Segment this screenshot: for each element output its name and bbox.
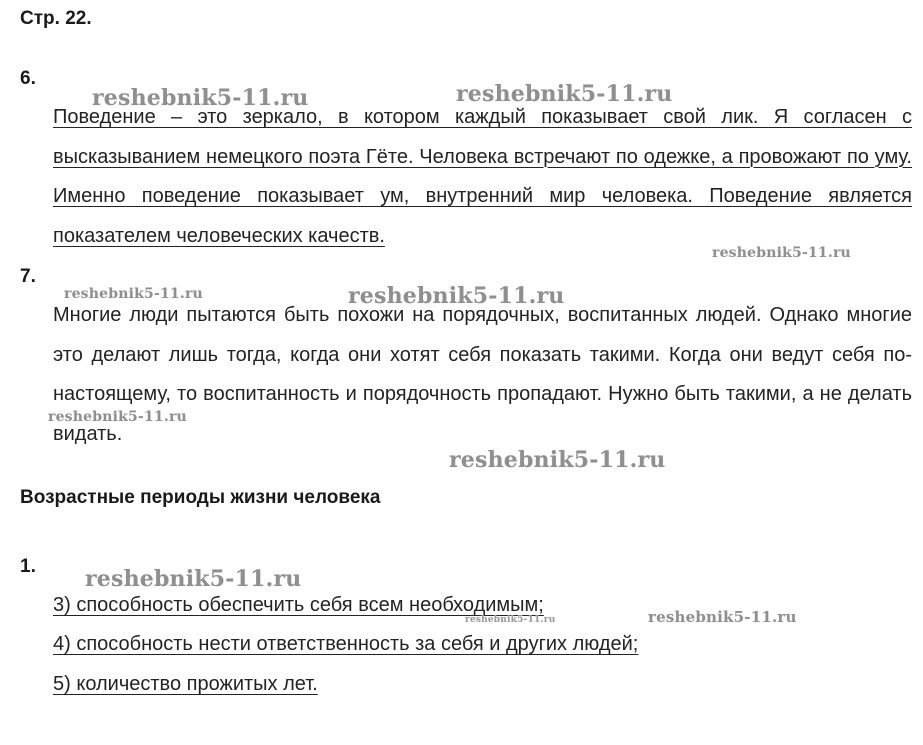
- watermark: reshebnik5-11.ru: [85, 566, 302, 592]
- task-7-answer-text: Многие люди пытаются быть похожи на порядочных, воспитанных людей. Однако многие это делают лишь тогда, когда они хотят себя показать такими. Когда они ведут себя по-настоящему, то воспитанность и порядочность пропадают. Нужно быть такими, а не делать видать.: [53, 304, 912, 445]
- page-title: Стр. 22.: [20, 8, 92, 29]
- watermark: reshebnik5-11.ru: [92, 85, 309, 111]
- watermark: reshebnik5-11.ru: [64, 286, 203, 302]
- section-title: Возрастные периоды жизни человека: [20, 487, 381, 508]
- section-task-number-1: 1.: [20, 556, 36, 577]
- answer-option-4: 4) способность нести ответственность за себя и других людей;: [53, 633, 639, 655]
- watermark: reshebnik5-11.ru: [648, 608, 797, 626]
- watermark: reshebnik5-11.ru: [465, 615, 556, 625]
- watermark: reshebnik5-11.ru: [456, 81, 673, 107]
- watermark: reshebnik5-11.ru: [449, 447, 666, 473]
- watermark: reshebnik5-11.ru: [712, 245, 851, 261]
- watermark: reshebnik5-11.ru: [348, 283, 565, 309]
- answer-option-5: 5) количество прожитых лет.: [53, 673, 318, 695]
- task-6-answer-text: Поведение – это зеркало, в котором каждый показывает свой лик. Я согласен с высказыванием немецкого поэта Гёте. Человека встречают по одежке, а провожают по уму. Именно поведение показывает ум, внутренний мир человека. Поведение является показателем человеческих качеств.: [53, 106, 912, 247]
- answer-option-3: 3) способность обеспечить себя всем необходимым;: [53, 594, 544, 616]
- task-number-7: 7.: [20, 266, 36, 287]
- task-number-6: 6.: [20, 68, 36, 89]
- watermark: reshebnik5-11.ru: [48, 409, 187, 425]
